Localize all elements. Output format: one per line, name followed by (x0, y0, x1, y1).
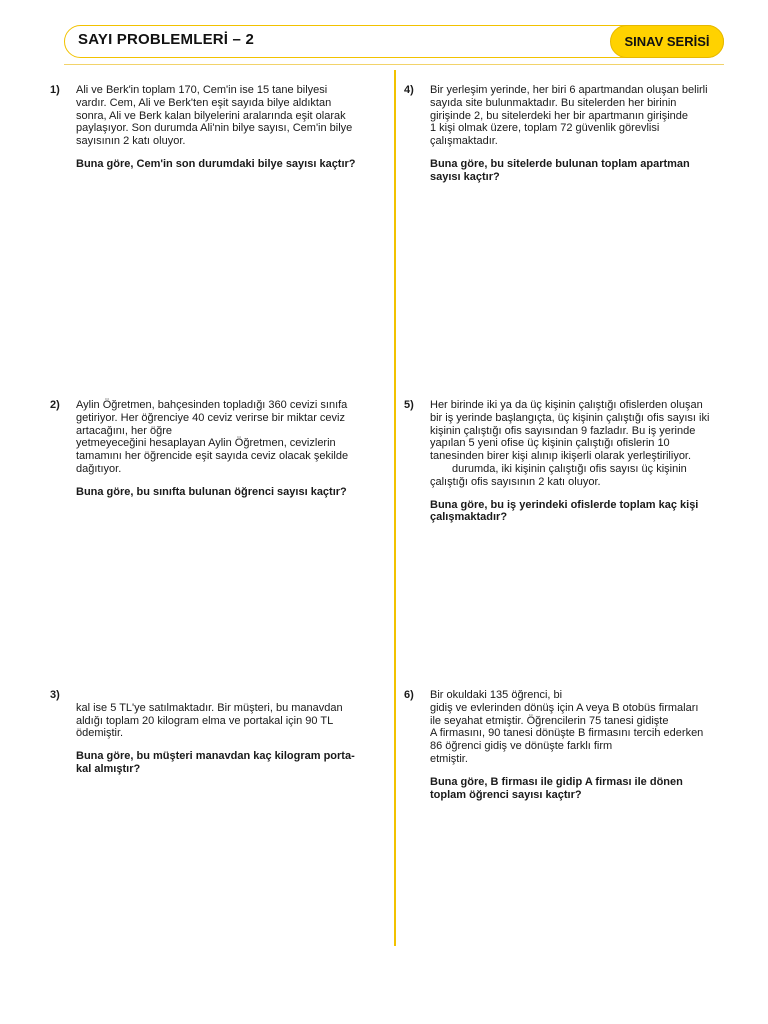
question-prompt (76, 158, 376, 171)
question-line: 86 öğrenci gidiş ve dönüşte farklı firm (430, 740, 613, 753)
page-title: SAYI PROBLEMLERİ – 2 (78, 31, 254, 48)
question-line: kal ise 5 TL'ye satılmaktadır. Bir müşteri, bu manavdan (76, 701, 343, 714)
question-prompt (430, 158, 730, 184)
question-line: Bir yerleşim yerinde, her biri 6 apartmandan oluşan belirli (430, 84, 708, 96)
question-line: Her birinde iki ya da üç kişinin çalıştığı ofislerden oluşan (430, 399, 703, 411)
question-line: sonra, Ali ve Berk kalan bilyelerini aralarında eşit olarak (76, 109, 346, 122)
question-text (430, 689, 730, 801)
question-line: A firmasını, 90 tanesi dönüşte B firmasını tercih ederken (430, 727, 704, 740)
prompt-line: Buna göre, bu sitelerde bulunan toplam apartman (430, 157, 690, 170)
prompt-line: Buna göre, Cem'in son durumdaki bilye sayısı kaçtır? (76, 157, 356, 170)
question-number: 4) (404, 84, 414, 96)
question-line: Bir okuldaki 135 öğrenci, bi (430, 689, 563, 701)
question-text (76, 84, 376, 171)
prompt-line: çalışmaktadır? (430, 511, 508, 524)
question-line: Aylin Öğretmen, bahçesinden topladığı 360 cevizi sınıfa (76, 399, 348, 411)
question-line: çalışmaktadır. (430, 135, 498, 148)
question-prompt (76, 750, 376, 776)
prompt-line: Buna göre, bu iş yerindeki ofislerde toplam kaç kişi (430, 498, 699, 511)
question-line: bir iş yerinde başlangıçta, üç kişinin çalıştığı ofis sayısı iki (430, 411, 710, 424)
question-number: 2) (50, 399, 60, 411)
question-line: yapılan 5 yeni ofise üç kişinin çalıştığı ofislerin 10 (430, 437, 670, 450)
question-number: 3) (50, 689, 60, 701)
question-line: etmiştir. (430, 752, 468, 765)
question-line: vardır. Cem, Ali ve Berk'ten eşit sayıda bilye aldıktan (76, 96, 332, 109)
series-badge: SINAV SERİSİ (610, 25, 724, 58)
prompt-line: kal almıştır? (76, 762, 141, 775)
prompt-line: Buna göre, bu sınıfta bulunan öğrenci sayısı kaçtır? (76, 485, 347, 498)
question-line: dağıtıyor. (76, 462, 122, 475)
prompt-line: Buna göre, B firması ile gidip A firması ile dönen (430, 775, 683, 788)
question-text (430, 84, 730, 184)
question-text (430, 399, 730, 524)
question-line: aldığı toplam 20 kilogram elma ve portakal için 90 TL (76, 714, 334, 727)
prompt-line: Buna göre, bu müşteri manavdan kaç kilogram porta- (76, 750, 355, 763)
question-line: paylaşıyor. Son durumda Ali'nin bilye sayısı, Cem'in bilye (76, 122, 353, 135)
question-prompt (430, 776, 730, 802)
question-line: artacağını, her öğre (76, 424, 173, 437)
question-line: çalıştığı ofis sayısının 2 katı oluyor. (430, 475, 601, 488)
prompt-line: toplam öğrenci sayısı kaçtır? (430, 788, 582, 801)
question-line: Ali ve Berk'in toplam 170, Cem'in ise 15 tane bilyesi (76, 84, 328, 96)
question-line (76, 689, 376, 702)
question-line: getiriyor. Her öğrenciye 40 ceviz verirse bir miktar ceviz (76, 411, 345, 424)
question-line: girişinde 2, bu sitelerdeki her bir apartmanın girişinde (430, 109, 689, 122)
column-divider (394, 70, 396, 946)
question-text (76, 689, 376, 776)
question-line: yetmeyeceğini hesaplayan Aylin Öğretmen, cevizlerin (76, 437, 336, 450)
question-line: 1 kişi olmak üzere, toplam 72 güvenlik görevlisi (430, 122, 660, 135)
question-line: kişinin çalıştığı ofis sayısından 9 fazladır. Bu iş yerinde (430, 424, 696, 437)
question-number: 6) (404, 689, 414, 701)
question-line: tanesinden birer kişi alınıp ikişerli olarak yerleştiriliyor. (430, 450, 692, 463)
question-line: ödemiştir. (76, 727, 124, 740)
question-line: sayıda site bulunmaktadır. Bu sitelerden her birinin (430, 96, 677, 109)
prompt-line: sayısı kaçtır? (430, 170, 500, 183)
question-line: gidiş ve evlerinden dönüş için A veya B otobüs firmaları (430, 701, 699, 714)
question-line: sayısının 2 katı oluyor. (76, 135, 186, 148)
header-divider (64, 64, 724, 65)
question-text (76, 399, 376, 499)
question-number: 5) (404, 399, 414, 411)
question-number: 1) (50, 84, 60, 96)
question-line: tamamını her öğrencide eşit sayıda ceviz olacak şekilde (76, 450, 349, 463)
question-prompt (430, 499, 730, 525)
question-prompt (76, 486, 376, 499)
question-line: ile seyahat etmiştir. Öğrencilerin 75 tanesi gidişte (430, 714, 669, 727)
question-line: durumda, iki kişinin çalıştığı ofis sayısı üç kişinin (452, 462, 687, 475)
